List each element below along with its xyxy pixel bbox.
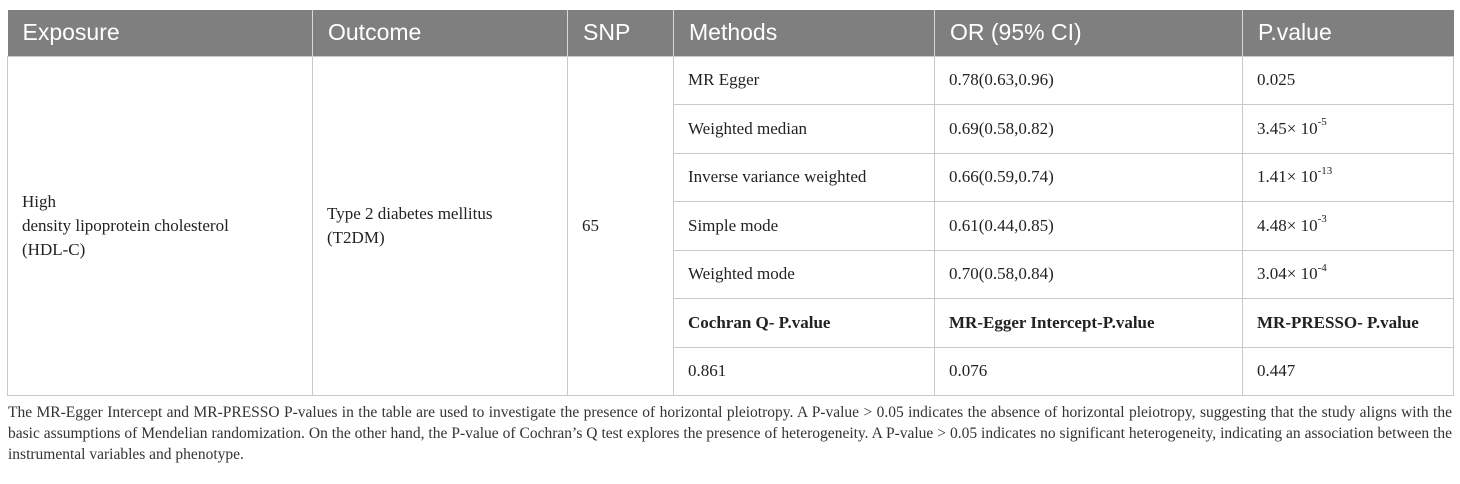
cell-cochran-value: 0.861 — [674, 347, 935, 396]
pvalue-text: 4.48× 10 — [1257, 215, 1318, 235]
pvalue-text: 3.45× 10 — [1257, 118, 1318, 138]
cell-or: 0.61(0.44,0.85) — [935, 202, 1243, 251]
results-table-container — [7, 10, 1453, 396]
pvalue-text: 3.04× 10 — [1257, 264, 1318, 284]
cell-egger-intercept-header: MR-Egger Intercept-P.value — [935, 299, 1243, 348]
pvalue-exponent: -5 — [1317, 116, 1327, 129]
cell-pvalue — [1243, 202, 1454, 251]
cell-pvalue — [1243, 153, 1454, 202]
cell-or: 0.70(0.58,0.84) — [935, 250, 1243, 299]
header-pvalue: P.value — [1243, 10, 1454, 56]
cell-method: Weighted mode — [674, 250, 935, 299]
cell-method: Weighted median — [674, 105, 935, 154]
pvalue-exponent: -13 — [1317, 164, 1333, 177]
pvalue-text: 1.41× 10 — [1257, 167, 1318, 187]
table-row — [8, 56, 1454, 105]
pvalue-exponent: -4 — [1317, 261, 1327, 274]
cell-method: Simple mode — [674, 202, 935, 251]
pvalue-exponent: -3 — [1317, 213, 1327, 226]
cell-or: 0.66(0.59,0.74) — [935, 153, 1243, 202]
exposure-line2: density lipoprotein cholesterol — [22, 215, 229, 235]
header-or: OR (95% CI) — [935, 10, 1243, 56]
cell-method: Inverse variance weighted — [674, 153, 935, 202]
cell-or: 0.69(0.58,0.82) — [935, 105, 1243, 154]
cell-egger-intercept-value: 0.076 — [935, 347, 1243, 396]
cell-outcome — [313, 56, 568, 396]
exposure-line3: (HDL-C) — [22, 239, 86, 259]
cell-snp: 65 — [568, 56, 674, 396]
outcome-line1: Type 2 diabetes mellitus — [327, 203, 493, 223]
exposure-line1: High — [22, 191, 56, 211]
cell-exposure — [8, 56, 313, 396]
table-header-row — [8, 10, 1454, 56]
header-exposure: Exposure — [8, 10, 313, 56]
header-methods: Methods — [674, 10, 935, 56]
cell-cochran-header: Cochran Q- P.value — [674, 299, 935, 348]
cell-presso-header: MR-PRESSO- P.value — [1243, 299, 1454, 348]
cell-pvalue — [1243, 105, 1454, 154]
cell-pvalue — [1243, 250, 1454, 299]
cell-method: MR Egger — [674, 56, 935, 105]
pvalue-text: 0.025 — [1257, 70, 1296, 90]
header-snp: SNP — [568, 10, 674, 56]
cell-presso-value: 0.447 — [1243, 347, 1454, 396]
cell-pvalue — [1243, 56, 1454, 105]
table-footnote: The MR-Egger Intercept and MR-PRESSO P-values in the table are used to investigate the presence of horizontal pleiotropy. A P-value > 0.05 indicates the absence of horizontal pleiotropy, suggesting that the study aligns with the basic assumptions of Mendelian randomization. On the other hand, the P-value of Cochran’s Q test explores the presence of heterogeneity. A P-value > 0.05 indicates no significant heterogeneity, indicating an association between the instrumental variables and phenotype. — [8, 404, 1452, 463]
outcome-line2: (T2DM) — [327, 227, 385, 247]
header-outcome: Outcome — [313, 10, 568, 56]
cell-or: 0.78(0.63,0.96) — [935, 56, 1243, 105]
mr-results-table — [7, 10, 1454, 396]
